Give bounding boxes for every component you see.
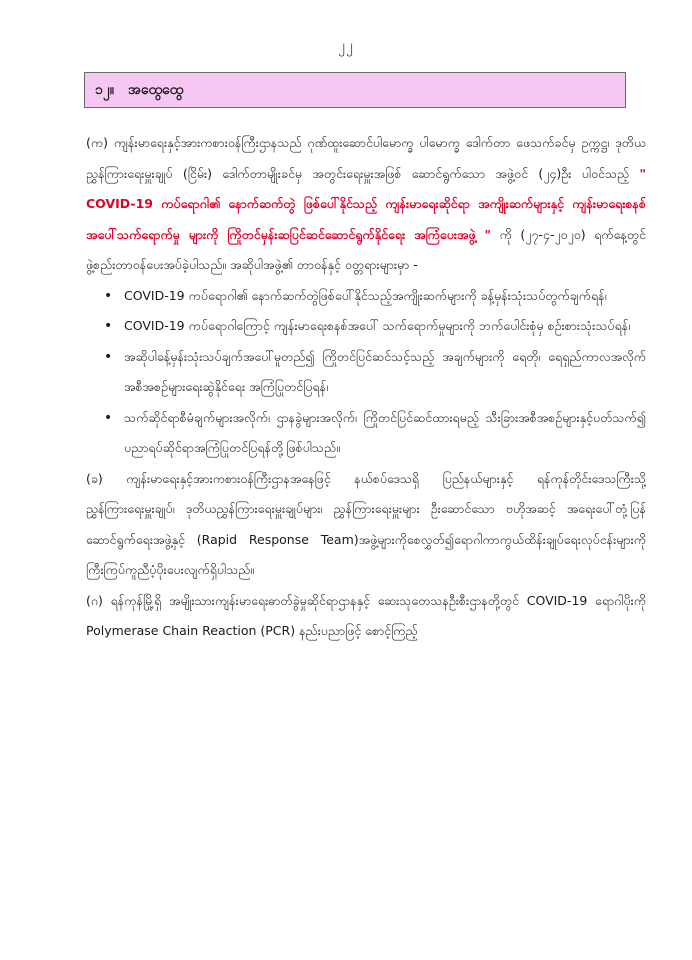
list-item: • အဆိုပါခန့်မှန်းသုံးသပ်ချက်အပေါ်မူတည်၍ ကြိုတင်ပြင်ဆင်သင့်သည့် အချက်များကို ရေတို၊ ရေရှည်ကာလအလိုက် အစီအစဉ်များရေးဆွဲနိုင်ရေး အကြံပြုတင်ပြရန်၊	[124, 342, 646, 403]
paragraph-ka	[86, 128, 646, 281]
page-number: ၂၂	[338, 38, 354, 54]
bullet-icon: •	[104, 287, 113, 304]
document-body	[86, 128, 646, 647]
list-item: • COVID-19 ကပ်ရောဂါ၏ နောက်ဆက်တွဲဖြစ်ပေါ်နိုင်သည့်အကျိုးဆက်များကို ခန့်မှန်းသုံးသပ်တွက်ချက်ရန်၊	[124, 281, 646, 312]
paragraph-ga: (ဂ) ရန်ကုန်မြို့ရှိ အမျိုးသားကျန်းမာရေးဓာတ်ခွဲမှုဆိုင်ရာဌာနနှင့် ဆေးသုတေသနဦးစီးဌာနတို့တွင် COVID-19 ရောဂါပိုးကို Polymerase Chain Reaction (PCR) နည်းပညာဖြင့် စောင့်ကြည့်	[86, 592, 646, 638]
section-heading	[84, 72, 626, 108]
paragraph-ka-intro: (က) ကျန်းမာရေးနှင့်အားကစားဝန်ကြီးဌာနသည် ဂုဏ်ထူးဆောင်ပါမောက္ခ ပါမောက္ခ ဒေါက်တာ ဖေသက်ခင်မှ ဥက္ကဋ္ဌ၊ ဒုတိယညွှန်ကြားရေးမှူးချုပ် (ငြိမ်း) ဒေါက်တာမျိုးခင်မှ အတွင်းရေးမှူးအဖြစ် ဆောင်ရွက်သော အဖွဲ့ဝင် (၂၄)ဦး ပါဝင်သည့်	[86, 135, 646, 181]
list-item: • COVID-19 ကပ်ရောဂါကြောင့် ကျန်းမာရေးစနစ်အပေါ် သက်ရောက်မှုများကို ဘက်ပေါင်းစုံမှ စဉ်းစားသုံးသပ်ရန်၊	[124, 311, 646, 342]
bullet-icon: •	[104, 409, 113, 426]
duties-list	[86, 281, 646, 464]
section-number: ၁၂။	[95, 81, 114, 98]
bullet-icon: •	[104, 348, 113, 365]
advisory-group-name: " COVID-19 ကပ်ရောဂါ၏ နောက်ဆက်တွဲ ဖြစ်ပေါ်နိုင်သည့် ကျန်းမာရေးဆိုင်ရာ အကျိုးဆက်များနှင့် ကျန်းမာရေးစနစ်အပေါ်သက်ရောက်မှု များကို ကြိုတင်မှန်းဆပြင်ဆင်ဆောင်ရွက်နိုင်ရေး အကြံပေးအဖွဲ့ "	[86, 165, 646, 242]
paragraph-kha: (ခ) ကျန်းမာရေးနှင့်အားကစားဝန်ကြီးဌာနအနေဖြင့် နယ်စပ်ဒေသရှိ ပြည်နယ်များနှင့် ရန်ကုန်တိုင်းဒေသကြီးသို့ ညွှန်ကြားရေးမှူးချုပ်၊ ဒုတိယညွှန်ကြားရေးမှူးချုပ်များ၊ ညွှန်ကြားရေးမှူးများ ဦးဆောင်သော ဗဟိုအဆင့် အရေးပေါ်တုံ့ပြန်ဆောင်ရွက်ရေးအဖွဲ့နှင့် (Rapid Response Team)အဖွဲ့များကိုစေလွှတ်၍ရောဂါကာကွယ်ထိန်းချုပ်ရေးလုပ်ငန်းများကို ကြီးကြပ်ကူညီပံ့ပိုးပေးလျက်ရှိပါသည်။	[86, 470, 646, 577]
paragraph-ka-end: ကို (၂၇-၄-၂၀၂၀) ရက်နေ့တွင် ဖွဲ့စည်းတာဝန်ပေးအပ်ခဲ့ပါသည်။ အဆိုပါအဖွဲ့၏ တာဝန်နှင့် ဝတ္တရားများမှာ -	[86, 226, 646, 272]
list-item: • သက်ဆိုင်ရာစီမံချက်များအလိုက်၊ ဌာနခွဲများအလိုက်၊ ကြိုတင်ပြင်ဆင်ထားရမည့် သီးခြားအစီအစဉ်များနှင့်ပတ်သက်၍ ပညာရပ်ဆိုင်ရာအကြံပြုတင်ပြရန်တို့ဖြစ်ပါသည်။	[124, 403, 646, 464]
bullet-icon: •	[104, 318, 113, 334]
section-title: အထွေထွေ	[128, 81, 184, 98]
